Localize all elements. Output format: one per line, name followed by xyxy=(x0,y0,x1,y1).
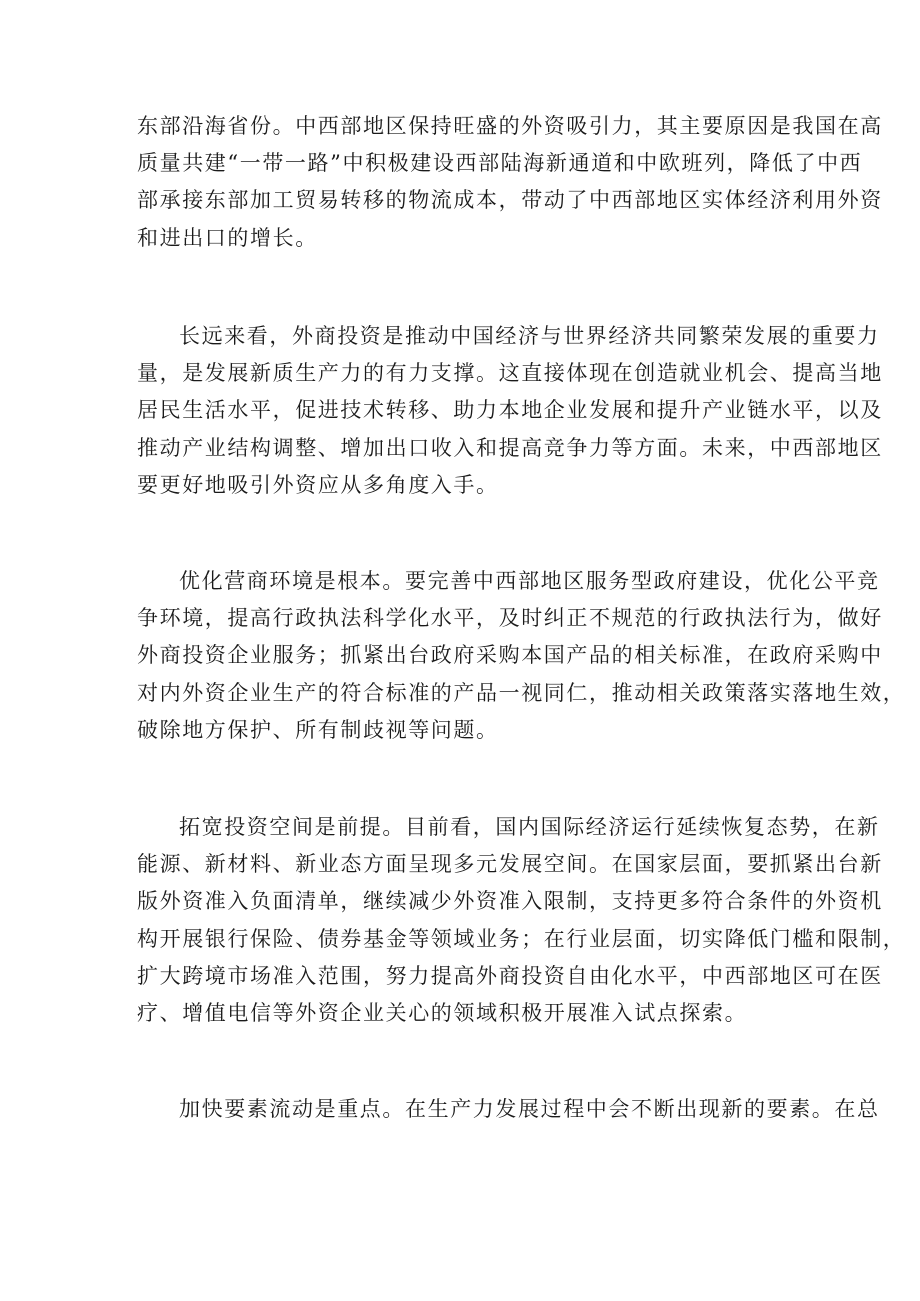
text-line: 质量共建“一带一路”中积极建设西部陆海新通道和中欧班列，降低了中西 xyxy=(137,151,863,176)
text-line: 疗、增值电信等外资企业关心的领域积极开展准入试点探索。 xyxy=(137,1000,748,1025)
paragraph-investment-space xyxy=(137,809,906,1032)
text-line: 量，是发展新质生产力的有力支撑。这直接体现在创造就业机会、提高当地 xyxy=(137,361,883,386)
text-line: 长远来看，外商投资是推动中国经济与世界经济共同繁荣发展的重要力 xyxy=(179,324,880,348)
text-line: 扩大跨境市场准入范围，努力提高外商投资自由化水平，中西部地区可在医 xyxy=(137,963,883,988)
text-line: 要更好地吸引外资应从多角度入手。 xyxy=(137,472,499,497)
text-line: 优化营商环境是根本。要完善中西部地区服务型政府建设，优化公平竞 xyxy=(179,569,880,593)
text-line: 拓宽投资空间是前提。目前看，国内国际经济运行延续恢复态势，在新 xyxy=(179,815,880,839)
text-line: 构开展银行保险、债券基金等领域业务；在行业层面，切实降低门槛和限制， xyxy=(137,926,906,951)
text-line: 版外资准入负面清单，继续减少外资准入限制，支持更多符合条件的外资机 xyxy=(137,889,883,914)
text-line: 居民生活水平，促进技术转移、助力本地企业发展和提升产业链水平，以及 xyxy=(137,398,883,423)
text-line: 对内外资企业生产的符合标准的产品一视同仁，推动相关政策落实落地生效， xyxy=(137,680,906,705)
text-line: 部承接东部加工贸易转移的物流成本，带动了中西部地区实体经济利用外资 xyxy=(137,188,883,213)
text-line: 推动产业结构调整、增加出口收入和提高竞争力等方面。未来，中西部地区 xyxy=(137,435,883,460)
text-line: 破除地方保护、所有制歧视等问题。 xyxy=(137,717,499,742)
paragraph-factor-flow xyxy=(137,1091,880,1128)
text-line: 外商投资企业服务；抓紧出台政府采购本国产品的相关标准，在政府采购中 xyxy=(137,643,883,668)
text-line: 加快要素流动是重点。在生产力发展过程中会不断出现新的要素。在总 xyxy=(179,1097,880,1121)
text-line: 能源、新材料、新业态方面呈现多元发展空间。在国家层面，要抓紧出台新 xyxy=(137,852,883,877)
text-line: 和进出口的增长。 xyxy=(137,225,318,250)
text-line: 争环境，提高行政执法科学化水平，及时纠正不规范的行政执法行为，做好 xyxy=(137,606,883,631)
text-line: 东部沿海省份。中西部地区保持旺盛的外资吸引力，其主要原因是我国在高 xyxy=(137,114,883,138)
paragraph-business-environment xyxy=(137,563,906,749)
paragraph-long-term-view xyxy=(137,318,883,504)
paragraph-coastal-provinces xyxy=(137,108,883,257)
